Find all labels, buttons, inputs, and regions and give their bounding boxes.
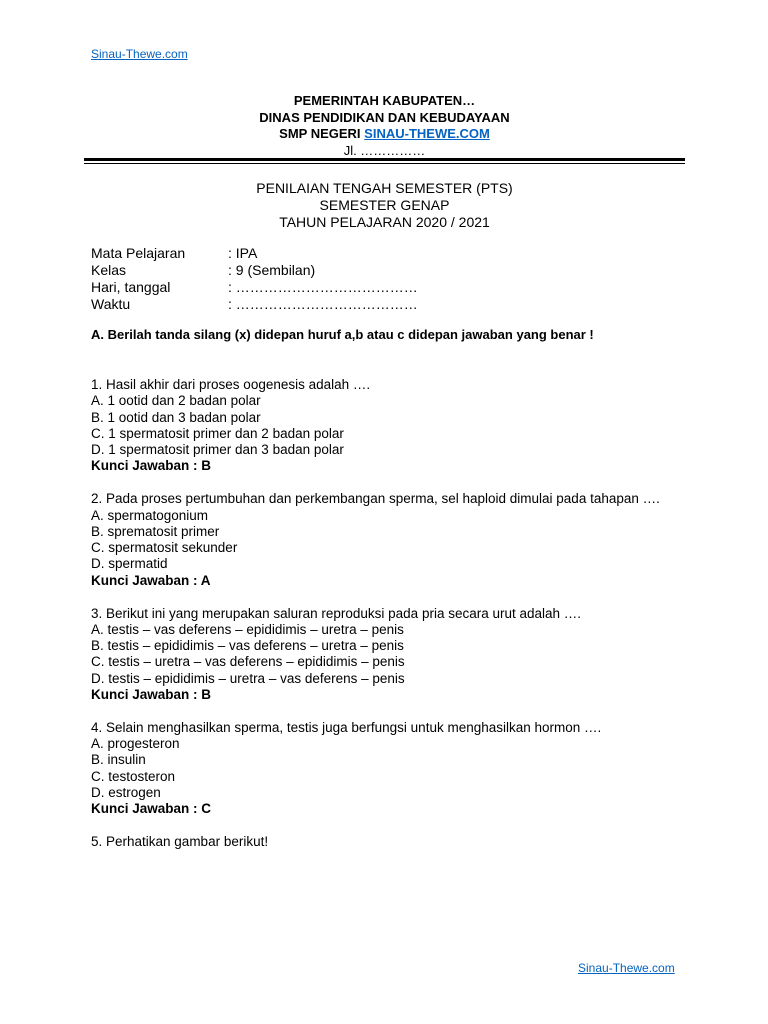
option-a: A. progesteron: [91, 736, 180, 752]
answer-key: Kunci Jawaban : C: [91, 801, 212, 817]
option-c: C. testis – uretra – vas deferens – epididimis – penis: [91, 654, 405, 670]
option-d: D. testis – epididimis – uretra – vas deferens – penis: [91, 670, 405, 686]
info-value: : …………………………………: [228, 296, 418, 312]
info-value: : …………………………………: [228, 279, 418, 295]
header-link[interactable]: Sinau-Thewe.com: [91, 47, 188, 61]
question-4: [91, 720, 711, 818]
info-row-date: [91, 279, 418, 296]
exam-title: [84, 180, 685, 231]
option-b: B. sprematosit primer: [91, 523, 220, 539]
section-instruction: A. Berilah tanda silang (x) didepan huruf a,b atau c didepan jawaban yang benar !: [91, 327, 594, 342]
option-c: C. testosteron: [91, 768, 176, 784]
question-text: 5. Perhatikan gambar berikut!: [91, 834, 269, 850]
option-d: D. estrogen: [91, 785, 161, 801]
option-b: B. 1 ootid dan 3 badan polar: [91, 409, 261, 425]
question-text: 4. Selain menghasilkan sperma, testis juga berfungsi untuk menghasilkan hormon ….: [91, 719, 602, 735]
answer-key: Kunci Jawaban : B: [91, 687, 212, 703]
question-text: 3. Berikut ini yang merupakan saluran reproduksi pada pria secara urut adalah ….: [91, 605, 582, 621]
option-a: A. testis – vas deferens – epididimis – uretra – penis: [91, 621, 404, 637]
question-1: [91, 377, 711, 475]
question-list: [91, 377, 711, 867]
footer-link[interactable]: Sinau-Thewe.com: [578, 961, 675, 975]
question-text: 2. Pada proses pertumbuhan dan perkembangan sperma, sel haploid dimulai pada tahapan ….: [91, 491, 660, 507]
school-link[interactable]: SINAU-THEWE.COM: [364, 126, 490, 141]
option-a: A. spermatogonium: [91, 507, 209, 523]
option-b: B. insulin: [91, 752, 146, 768]
answer-key: Kunci Jawaban : B: [91, 458, 212, 474]
option-c: C. 1 spermatosit primer dan 2 badan polar: [91, 425, 344, 441]
question-3: [91, 606, 711, 704]
question-2: [91, 491, 711, 589]
letterhead-divider-thin: [84, 163, 685, 164]
option-d: D. 1 spermatosit primer dan 3 badan polar: [91, 442, 344, 458]
option-b: B. testis – epididimis – vas deferens – uretra – penis: [91, 638, 404, 654]
question-text: 1. Hasil akhir dari proses oogenesis adalah ….: [91, 377, 371, 392]
info-row-time: [91, 296, 418, 313]
exam-title-line-2: SEMESTER GENAP: [319, 197, 450, 213]
letterhead: [84, 93, 685, 159]
question-5: [91, 834, 711, 850]
info-label: Mata Pelajaran: [91, 245, 186, 261]
letterhead-school: [84, 126, 685, 143]
school-prefix: SMP NEGERI: [279, 126, 365, 141]
info-label: Waktu: [91, 296, 131, 312]
info-value: : 9 (Sembilan): [228, 262, 316, 278]
letterhead-government: PEMERINTAH KABUPATEN…: [293, 93, 476, 108]
letterhead-divider-thick: [84, 158, 685, 161]
exam-title-line-3: TAHUN PELAJARAN 2020 / 2021: [279, 214, 490, 230]
exam-info: [91, 245, 418, 313]
info-label: Kelas: [91, 262, 127, 278]
answer-key: Kunci Jawaban : A: [91, 572, 211, 588]
info-label: Hari, tanggal: [91, 279, 171, 295]
letterhead-address: Jl. ……………: [343, 142, 426, 158]
info-value: : IPA: [228, 245, 258, 261]
option-a: A. 1 ootid dan 2 badan polar: [91, 393, 261, 409]
exam-title-line-1: PENILAIAN TENGAH SEMESTER (PTS): [256, 180, 513, 196]
info-row-subject: [91, 245, 418, 262]
option-c: C. spermatosit sekunder: [91, 540, 238, 556]
option-d: D. spermatid: [91, 556, 168, 572]
letterhead-department: DINAS PENDIDIKAN DAN KEBUDAYAAN: [259, 109, 510, 125]
info-row-class: [91, 262, 418, 279]
